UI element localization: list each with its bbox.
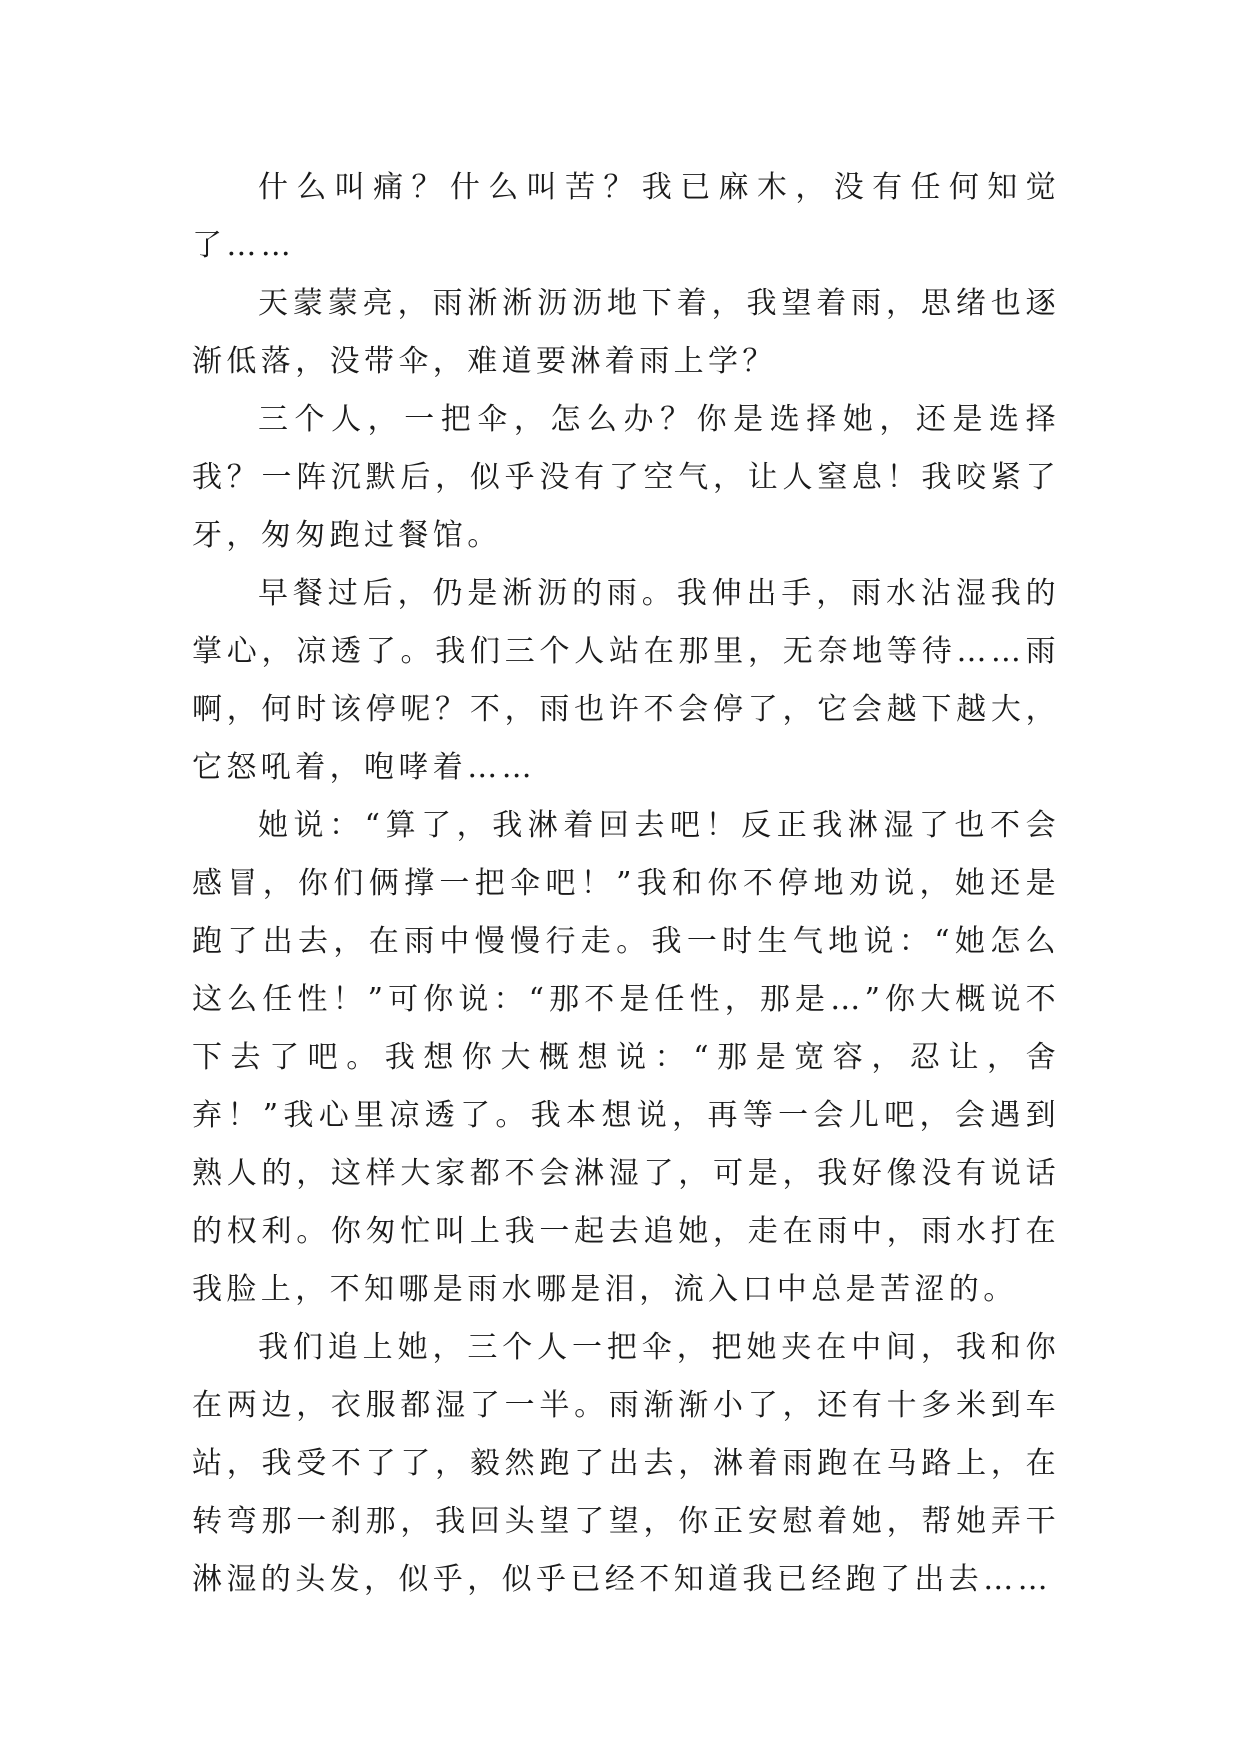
paragraph-1: 什么叫痛？什么叫苦？我已麻木，没有任何知觉了…… <box>192 170 1060 263</box>
article-body <box>192 159 1060 1609</box>
paragraph-6: 我们追上她，三个人一把伞，把她夹在中间，我和你在两边，衣服都湿了一半。雨渐渐小了，还有十多米到车站，我受不了了，毅然跑了出去，淋着雨跑在马路上，在转弯那一刹那，我回头望了望，你正安慰着她，帮她弄干淋湿的头发，似乎，似乎已经不知道我已经跑了出去…… <box>192 1330 1060 1597</box>
paragraph-5: 她说：“算了，我淋着回去吧！反正我淋湿了也不会感冒，你们俩撑一把伞吧！”我和你不停地劝说，她还是跑了出去，在雨中慢慢行走。我一时生气地说：“她怎么这么任性！”可你说：“那不是任性，那是…”你大概说不下去了吧。我想你大概想说：“那是宽容，忍让，舍弃！”我心里凉透了。我本想说，再等一会儿吧，会遇到熟人的，这样大家都不会淋湿了，可是，我好像没有说话的权利。你匆忙叫上我一起去追她，走在雨中，雨水打在我脸上，不知哪是雨水哪是泪，流入口中总是苦涩的。 <box>192 808 1060 1307</box>
paragraph-2: 天蒙蒙亮，雨淅淅沥沥地下着，我望着雨，思绪也逐渐低落，没带伞，难道要淋着雨上学？ <box>192 286 1060 379</box>
paragraph-4: 早餐过后，仍是淅沥的雨。我伸出手，雨水沾湿我的掌心，凉透了。我们三个人站在那里，无奈地等待……雨啊，何时该停呢？不，雨也许不会停了，它会越下越大，它怒吼着，咆哮着…… <box>192 576 1060 785</box>
paragraph-3: 三个人，一把伞，怎么办？你是选择她，还是选择我？一阵沉默后，似乎没有了空气，让人窒息！我咬紧了牙，匆匆跑过餐馆。 <box>192 402 1060 553</box>
